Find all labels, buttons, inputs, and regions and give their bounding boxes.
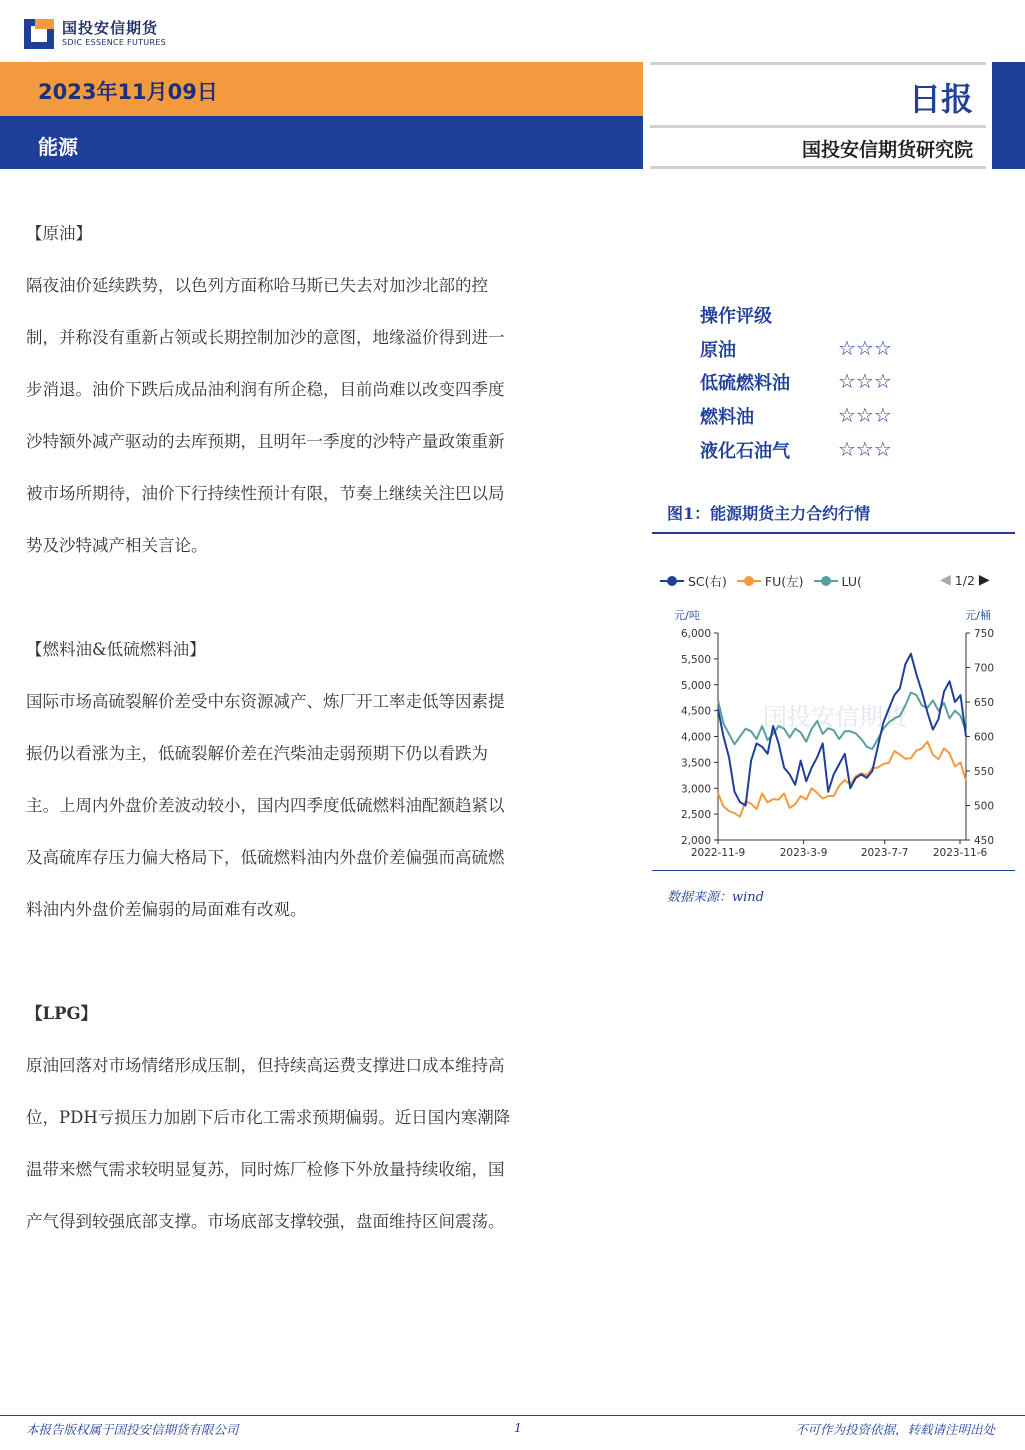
rating-stars-icon: ☆☆☆ — [838, 336, 892, 360]
report-type: 日报 — [908, 80, 973, 118]
energy-futures-chart — [652, 585, 1015, 870]
footer-copyright: 本报告版权属于国投安信期货有限公司 — [26, 1422, 239, 1437]
rating-stars-icon: ☆☆☆ — [838, 369, 892, 393]
section-paragraph — [26, 1040, 610, 1248]
paragraph-line: 制，并称没有重新占领或长期控制加沙的意图，地缘溢价得到进一 — [26, 328, 505, 347]
paragraph-line: 位，PDH亏损压力加剧下后市化工需求预期偏弱。近日国内寒潮降 — [26, 1108, 511, 1127]
figure-bottom-rule — [652, 870, 1015, 871]
legend-next-icon[interactable]: ▶ — [978, 572, 990, 588]
header-divider — [650, 125, 986, 128]
legend-label: LU( — [841, 573, 862, 589]
report-date: 2023年11月09日 — [38, 80, 218, 104]
y-left-tick-label: 4,000 — [680, 731, 711, 744]
x-tick-label: 2023-11-6 — [932, 847, 988, 859]
section-title: 【原油】 — [26, 224, 92, 243]
rating-stars-icon: ☆☆☆ — [838, 437, 892, 461]
y-left-tick-label: 3,000 — [680, 783, 711, 796]
y-right-tick-label: 750 — [974, 628, 995, 640]
y-left-tick-label: 5,500 — [680, 653, 711, 666]
paragraph-line: 主。上周内外盘价差波动较小，国内四季度低硫燃料油配额趋紧以 — [26, 796, 505, 815]
header-divider — [650, 62, 986, 65]
rating-item-lpg: 液化石油气 — [700, 441, 790, 462]
footer-page-number: 1 — [514, 1420, 522, 1435]
rating-stars-icon: ☆☆☆ — [838, 403, 892, 427]
institute-name: 国投安信期货研究院 — [801, 139, 973, 161]
y-left-unit: 元/吨 — [674, 609, 700, 622]
legend-page-text: 1/2 — [954, 572, 975, 588]
section-title: 【LPG】 — [26, 1004, 98, 1023]
paragraph-line: 料油内外盘价差偏弱的局面难有改观。 — [26, 900, 307, 919]
y-right-tick-label: 700 — [974, 662, 995, 675]
logo-cn-text: 国投安信期货 — [62, 19, 159, 37]
x-tick-label: 2023-3-9 — [779, 847, 828, 859]
sector-bar — [0, 116, 643, 169]
y-right-tick-label: 600 — [974, 731, 995, 744]
chart-watermark: 国投安信期货 — [763, 703, 907, 731]
rating-item-fuel: 燃料油 — [700, 407, 754, 428]
section-fuel-oil — [26, 638, 610, 936]
figure-source: 数据来源：wind — [667, 890, 764, 905]
footer-rule — [0, 1415, 1025, 1416]
header-accent-block — [992, 62, 1025, 169]
paragraph-line: 步消退。油价下跌后成品油利润有所企稳，目前尚难以改变四季度 — [26, 380, 505, 399]
paragraph-line: 被市场所期待，油价下行持续性预计有限，节奏上继续关注巴以局 — [26, 484, 505, 503]
header-divider — [650, 166, 986, 169]
rating-item-crude: 原油 — [700, 340, 736, 361]
figure-title: 图1：能源期货主力合约行情 — [667, 504, 871, 523]
y-left-tick-label: 2,500 — [680, 809, 711, 822]
y-right-tick-label: 500 — [974, 800, 995, 813]
paragraph-line: 势及沙特减产相关言论。 — [26, 536, 208, 555]
paragraph-line: 振仍以看涨为主，低硫裂解价差在汽柴油走弱预期下仍以看跌为 — [26, 744, 488, 763]
y-right-tick-label: 550 — [974, 766, 995, 778]
y-left-tick-label: 5,000 — [680, 679, 711, 692]
section-crude-oil — [26, 222, 610, 572]
x-tick-label: 2022-11-9 — [690, 847, 746, 859]
paragraph-line: 国际市场高硫裂解价差受中东资源减产、炼厂开工率走低等因素提 — [26, 692, 505, 711]
rating-item-lsfo: 低硫燃料油 — [700, 373, 790, 394]
logo-mark-icon — [24, 19, 54, 49]
legend-label: SC(右) — [688, 574, 727, 589]
y-right-unit: 元/桶 — [965, 609, 991, 622]
section-paragraph — [26, 676, 610, 936]
y-right-tick-label: 650 — [974, 697, 995, 709]
x-tick-label: 2023-7-7 — [860, 847, 909, 859]
report-sector: 能源 — [38, 135, 78, 159]
paragraph-line: 及高硫库存压力偏大格局下，低硫燃料油内外盘价差偏强而高硫燃 — [26, 848, 505, 867]
series-line-fu — [718, 742, 966, 817]
paragraph-line: 温带来燃气需求较明显复苏，同时炼厂检修下外放量持续收缩，国 — [26, 1160, 505, 1179]
logo-en-text: SDIC ESSENCE FUTURES — [62, 38, 167, 47]
footer-disclaimer: 不可作为投资依据，转载请注明出处 — [794, 1422, 995, 1437]
rating-title: 操作评级 — [700, 306, 772, 327]
y-left-tick-label: 4,500 — [680, 705, 711, 718]
paragraph-line: 沙特额外减产驱动的去库预期，且明年一季度的沙特产量政策重新 — [26, 432, 505, 451]
company-logo — [24, 16, 166, 52]
paragraph-line: 产气得到较强底部支撑。市场底部支撑较强，盘面维持区间震荡。 — [26, 1212, 505, 1231]
y-right-tick-label: 450 — [974, 835, 995, 847]
section-paragraph — [26, 260, 610, 572]
section-lpg — [26, 1002, 610, 1248]
legend-label: FU(左) — [764, 574, 804, 589]
figure-top-rule — [652, 532, 1015, 534]
y-left-tick-label: 6,000 — [680, 628, 711, 640]
y-left-tick-label: 3,500 — [680, 757, 711, 770]
paragraph-line: 隔夜油价延续跌势，以色列方面称哈马斯已失去对加沙北部的控 — [26, 276, 488, 295]
legend-prev-icon[interactable]: ◀ — [940, 572, 951, 588]
paragraph-line: 原油回落对市场情绪形成压制，但持续高运费支撑进口成本维持高 — [26, 1056, 505, 1075]
section-title: 【燃料油&低硫燃料油】 — [26, 640, 206, 659]
y-left-tick-label: 2,000 — [680, 835, 711, 847]
